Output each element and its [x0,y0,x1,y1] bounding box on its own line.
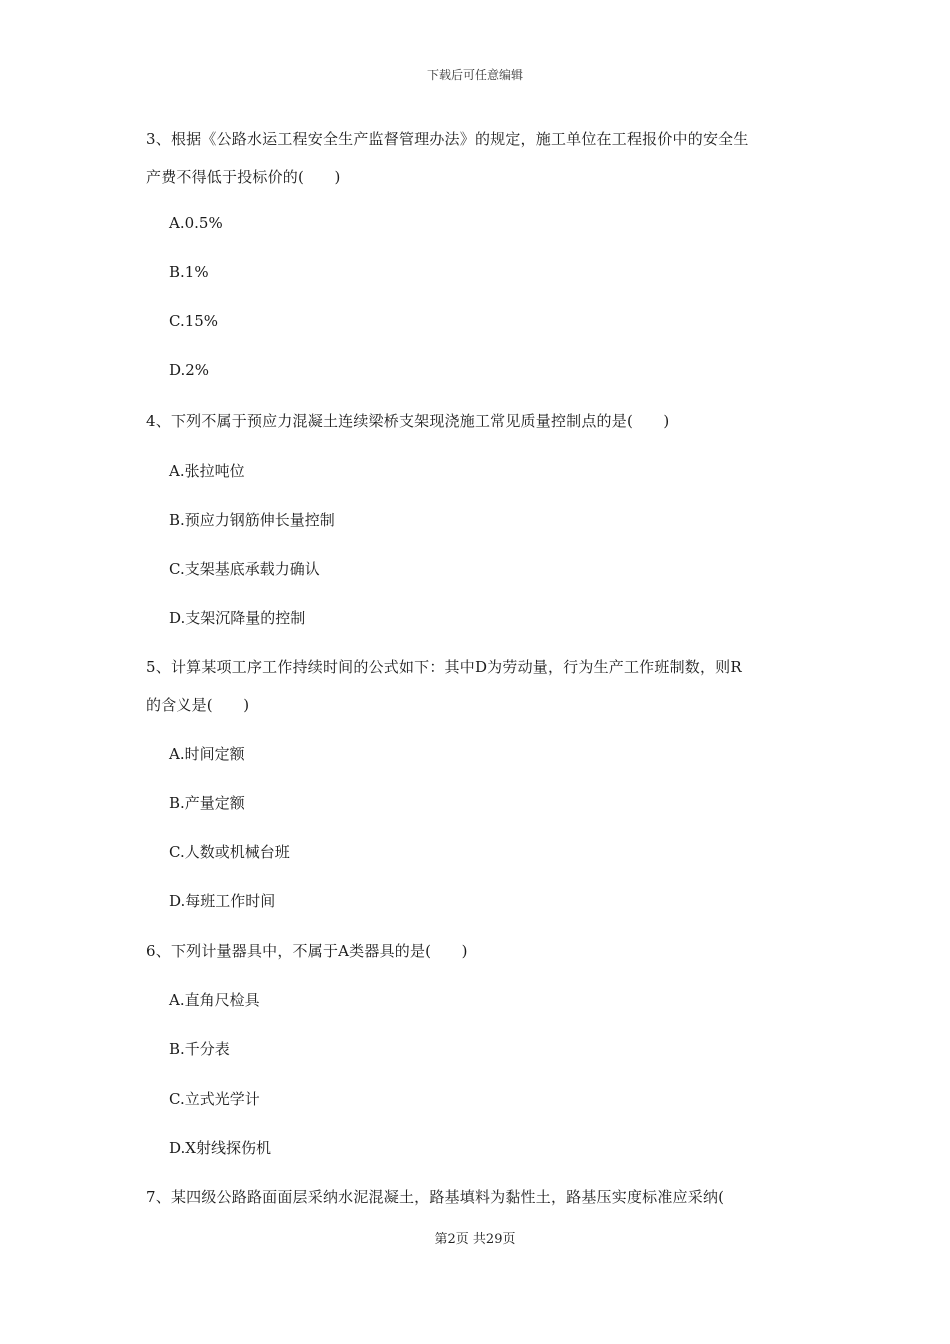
page-footer: 第2页 共29页 [434,1232,516,1247]
question-5-option-c: C.人数或机械台班 [169,843,290,861]
question-3-line-2: 产费不得低于投标价的( ) [146,168,341,186]
question-3-option-a: A.0.5% [169,214,223,232]
question-6-option-d: D.X射线探伤机 [169,1139,271,1157]
question-3-option-d: D.2% [169,361,210,379]
page-header: 下载后可任意编辑 [426,68,523,82]
question-5-option-a: A.时间定额 [169,745,245,763]
question-3-line-1: 3、根据《公路水运工程安全生产监督管理办法》的规定，施工单位在工程报价中的安全生 [146,130,749,148]
question-5-option-b: B.产量定额 [169,794,245,812]
question-6-option-a: A.直角尺检具 [169,991,260,1009]
question-5-option-d: D.每班工作时间 [169,892,276,910]
question-7-line-1: 7、某四级公路路面面层采纳水泥混凝土，路基填料为黏性土，路基压实度标准应采纳( [146,1188,725,1206]
question-4-line-1: 4、下列不属于预应力混凝土连续梁桥支架现浇施工常见质量控制点的是( ) [146,412,670,430]
question-4-option-b: B.预应力钢筋伸长量控制 [169,511,335,529]
question-3-option-b: B.1% [169,263,209,281]
question-4-option-a: A.张拉吨位 [169,462,245,480]
question-3-option-c: C.15% [169,312,219,330]
question-4-option-d: D.支架沉降量的控制 [169,609,306,627]
question-5-line-1: 5、计算某项工序工作持续时间的公式如下：其中D为劳动量，行为生产工作班制数，则R [146,658,742,676]
question-6-option-b: B.千分表 [169,1040,230,1058]
question-5-line-2: 的含义是( ) [146,696,250,714]
question-4-option-c: C.支架基底承载力确认 [169,560,320,578]
question-6-line-1: 6、下列计量器具中，不属于A类器具的是( ) [146,942,468,960]
question-6-option-c: C.立式光学计 [169,1090,260,1108]
